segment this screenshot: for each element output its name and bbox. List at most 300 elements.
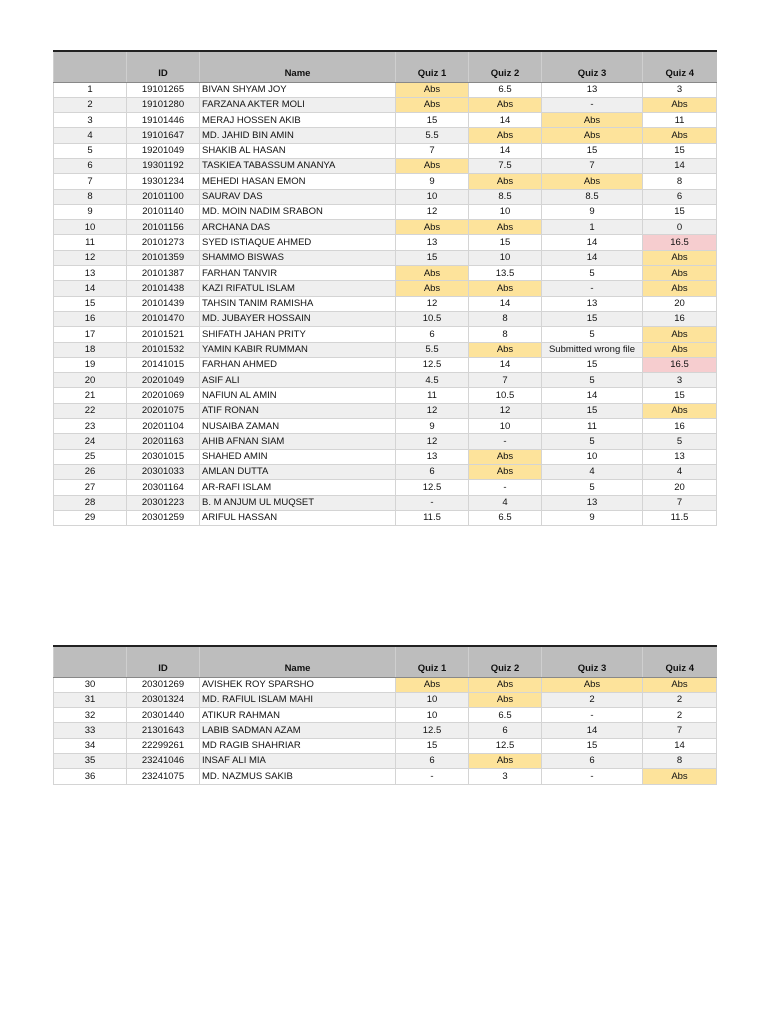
id-cell: 20141015 [127,357,200,372]
id-cell: 20101100 [127,189,200,204]
quiz1-cell: 12 [396,204,469,219]
table-row [54,204,717,219]
table-row [54,235,717,250]
quiz2-cell: - [469,480,542,495]
quiz3-cell: 5 [542,373,643,388]
quiz3-cell: Abs [542,128,643,143]
table-body [54,82,717,526]
quiz1-cell: Abs [396,220,469,235]
quiz1-cell: 10.5 [396,311,469,326]
quiz3-cell: 1 [542,220,643,235]
quiz1-cell: 10 [396,692,469,707]
quiz4-cell: Abs [643,266,717,281]
quiz1-cell: Abs [396,266,469,281]
quiz1-cell: 6 [396,464,469,479]
index-cell: 13 [54,266,127,281]
id-cell: 20101532 [127,342,200,357]
table-row [54,723,717,738]
id-cell: 19101446 [127,113,200,128]
name-cell: TASKIEA TABASSUM ANANYA [200,158,396,173]
name-cell: LABIB SADMAN AZAM [200,723,396,738]
quiz2-cell: 10 [469,419,542,434]
index-cell: 20 [54,373,127,388]
quiz3-cell: Abs [542,174,643,189]
table-row [54,753,717,768]
quiz3-cell: 14 [542,388,643,403]
table-row [54,97,717,112]
index-cell: 2 [54,97,127,112]
quiz2-cell: Abs [469,281,542,296]
quiz-table-2 [53,645,717,785]
quiz4-cell: 2 [643,692,717,707]
name-cell: MD. RAFIUL ISLAM MAHI [200,692,396,707]
index-cell: 9 [54,204,127,219]
quiz3-cell: 14 [542,235,643,250]
id-cell: 20201069 [127,388,200,403]
index-cell: 4 [54,128,127,143]
quiz2-cell: 6.5 [469,708,542,723]
table-row [54,434,717,449]
quiz1-cell: 12.5 [396,723,469,738]
index-cell: 7 [54,174,127,189]
quiz3-cell: Abs [542,677,643,692]
name-cell: MD. JUBAYER HOSSAIN [200,311,396,326]
quiz4-cell: 16 [643,311,717,326]
quiz2-cell: 3 [469,769,542,784]
quiz4-cell: Abs [643,677,717,692]
quiz1-cell: 10 [396,189,469,204]
id-cell: 19301234 [127,174,200,189]
table-row [54,357,717,372]
quiz-table-1 [53,50,717,526]
quiz3-cell: 13 [542,82,643,97]
index-cell: 16 [54,311,127,326]
quiz4-cell: 6 [643,189,717,204]
header-cell-quiz1: Quiz 1 [396,646,469,677]
header-cell-quiz3: Quiz 3 [542,51,643,82]
index-cell: 3 [54,113,127,128]
header-cell-quiz4: Quiz 4 [643,51,717,82]
index-cell: 32 [54,708,127,723]
quiz2-cell: Abs [469,677,542,692]
quiz1-cell: - [396,495,469,510]
quiz4-cell: 5 [643,434,717,449]
quiz3-cell: 5 [542,266,643,281]
name-cell: AVISHEK ROY SPARSHO [200,677,396,692]
quiz4-cell: 16.5 [643,235,717,250]
quiz2-cell: Abs [469,753,542,768]
name-cell: ARCHANA DAS [200,220,396,235]
quiz4-cell: 0 [643,220,717,235]
quiz2-cell: Abs [469,342,542,357]
name-cell: NUSAIBA ZAMAN [200,419,396,434]
quiz4-cell: 4 [643,464,717,479]
quiz1-cell: - [396,769,469,784]
table-row [54,388,717,403]
table-row [54,449,717,464]
quiz1-cell: 12 [396,296,469,311]
name-cell: MD. NAZMUS SAKIB [200,769,396,784]
name-cell: FARHAN AHMED [200,357,396,372]
name-cell: MD. MOIN NADIM SRABON [200,204,396,219]
index-cell: 26 [54,464,127,479]
quiz1-cell: 5.5 [396,128,469,143]
quiz4-cell: Abs [643,342,717,357]
quiz4-cell: 15 [643,143,717,158]
table-row [54,342,717,357]
quiz2-cell: 13.5 [469,266,542,281]
quiz3-cell: 15 [542,311,643,326]
name-cell: FARZANA AKTER MOLI [200,97,396,112]
index-cell: 19 [54,357,127,372]
quiz2-cell: 4 [469,495,542,510]
quiz4-cell: 15 [643,204,717,219]
index-cell: 15 [54,296,127,311]
quiz3-cell: 7 [542,158,643,173]
quiz1-cell: 13 [396,235,469,250]
quiz2-cell: 10 [469,250,542,265]
name-cell: SHAHED AMIN [200,449,396,464]
name-cell: MEHEDI HASAN EMON [200,174,396,189]
quiz2-cell: 14 [469,143,542,158]
name-cell: TAHSIN TANIM RAMISHA [200,296,396,311]
quiz3-cell: 13 [542,495,643,510]
quiz3-cell: Submitted wrong file [542,342,643,357]
index-cell: 10 [54,220,127,235]
quiz3-cell: - [542,708,643,723]
name-cell: NAFIUN AL AMIN [200,388,396,403]
index-cell: 14 [54,281,127,296]
quiz2-cell: 14 [469,357,542,372]
id-cell: 19301192 [127,158,200,173]
name-cell: AR-RAFI ISLAM [200,480,396,495]
id-cell: 20201049 [127,373,200,388]
id-cell: 23241046 [127,753,200,768]
id-cell: 20301259 [127,510,200,525]
table-row [54,373,717,388]
header-row [54,646,717,677]
name-cell: SYED ISTIAQUE AHMED [200,235,396,250]
name-cell: MD RAGIB SHAHRIAR [200,738,396,753]
quiz3-cell: 15 [542,357,643,372]
quiz2-cell: Abs [469,220,542,235]
index-cell: 33 [54,723,127,738]
index-cell: 5 [54,143,127,158]
quiz2-cell: 7 [469,373,542,388]
index-cell: 18 [54,342,127,357]
quiz4-cell: 14 [643,738,717,753]
index-cell: 25 [54,449,127,464]
table-row [54,158,717,173]
index-cell: 21 [54,388,127,403]
id-cell: 20101438 [127,281,200,296]
table-row [54,311,717,326]
quiz1-cell: 9 [396,419,469,434]
table-row [54,250,717,265]
index-cell: 35 [54,753,127,768]
quiz4-cell: 15 [643,388,717,403]
header-cell-index [54,646,127,677]
quiz3-cell: Abs [542,113,643,128]
quiz3-cell: 14 [542,723,643,738]
quiz1-cell: 10 [396,708,469,723]
index-cell: 27 [54,480,127,495]
table-row [54,296,717,311]
table-row [54,677,717,692]
quiz4-cell: Abs [643,97,717,112]
quiz3-cell: 14 [542,250,643,265]
name-cell: AHIB AFNAN SIAM [200,434,396,449]
id-cell: 19101265 [127,82,200,97]
quiz3-cell: - [542,281,643,296]
quiz2-cell: 6 [469,723,542,738]
header-row [54,51,717,82]
header-cell-name: Name [200,51,396,82]
name-cell: INSAF ALI MIA [200,753,396,768]
name-cell: ATIF RONAN [200,403,396,418]
quiz3-cell: 11 [542,419,643,434]
id-cell: 20301033 [127,464,200,479]
quiz3-cell: 8.5 [542,189,643,204]
index-cell: 12 [54,250,127,265]
name-cell: AMLAN DUTTA [200,464,396,479]
quiz4-cell: 11.5 [643,510,717,525]
table-row [54,189,717,204]
id-cell: 20101156 [127,220,200,235]
index-cell: 22 [54,403,127,418]
quiz1-cell: 15 [396,113,469,128]
quiz3-cell: 9 [542,510,643,525]
name-cell: SHIFATH JAHAN PRITY [200,327,396,342]
quiz1-cell: Abs [396,158,469,173]
table-row [54,113,717,128]
quiz2-cell: 14 [469,296,542,311]
id-cell: 20101439 [127,296,200,311]
quiz1-cell: 11.5 [396,510,469,525]
id-cell: 20301269 [127,677,200,692]
quiz4-cell: 3 [643,82,717,97]
id-cell: 20101140 [127,204,200,219]
quiz2-cell: 8.5 [469,189,542,204]
index-cell: 24 [54,434,127,449]
name-cell: SHAMMO BISWAS [200,250,396,265]
id-cell: 20101387 [127,266,200,281]
quiz1-cell: 9 [396,174,469,189]
header-cell-quiz2: Quiz 2 [469,646,542,677]
quiz1-cell: 6 [396,753,469,768]
quiz4-cell: 7 [643,495,717,510]
quiz3-cell: 15 [542,738,643,753]
index-cell: 17 [54,327,127,342]
table-row [54,738,717,753]
id-cell: 20201163 [127,434,200,449]
table-row [54,220,717,235]
quiz4-cell: 7 [643,723,717,738]
index-cell: 36 [54,769,127,784]
quiz2-cell: 6.5 [469,510,542,525]
quiz2-cell: 10 [469,204,542,219]
quiz1-cell: 4.5 [396,373,469,388]
table-row [54,174,717,189]
name-cell: FARHAN TANVIR [200,266,396,281]
name-cell: MD. JAHID BIN AMIN [200,128,396,143]
table-row [54,769,717,784]
quiz2-cell: 12 [469,403,542,418]
id-cell: 20201104 [127,419,200,434]
quiz3-cell: 10 [542,449,643,464]
quiz1-cell: 7 [396,143,469,158]
name-cell: YAMIN KABIR RUMMAN [200,342,396,357]
name-cell: ASIF ALI [200,373,396,388]
quiz2-cell: Abs [469,174,542,189]
index-cell: 31 [54,692,127,707]
id-cell: 21301643 [127,723,200,738]
quiz4-cell: 16 [643,419,717,434]
quiz1-cell: 5.5 [396,342,469,357]
table-row [54,82,717,97]
id-cell: 19201049 [127,143,200,158]
quiz1-cell: 6 [396,327,469,342]
header-cell-id: ID [127,646,200,677]
name-cell: SAURAV DAS [200,189,396,204]
table-body [54,677,717,784]
quiz3-cell: 13 [542,296,643,311]
quiz1-cell: 15 [396,250,469,265]
quiz1-cell: 15 [396,738,469,753]
quiz3-cell: 15 [542,403,643,418]
quiz1-cell: 11 [396,388,469,403]
quiz2-cell: 8 [469,311,542,326]
quiz3-cell: 15 [542,143,643,158]
quiz3-cell: 4 [542,464,643,479]
quiz4-cell: Abs [643,403,717,418]
quiz1-cell: Abs [396,97,469,112]
index-cell: 11 [54,235,127,250]
table-row [54,480,717,495]
quiz4-cell: 20 [643,296,717,311]
quiz2-cell: Abs [469,128,542,143]
index-cell: 23 [54,419,127,434]
id-cell: 20301015 [127,449,200,464]
header-cell-name: Name [200,646,396,677]
id-cell: 19101280 [127,97,200,112]
quiz2-cell: 12.5 [469,738,542,753]
quiz1-cell: Abs [396,281,469,296]
header-cell-quiz1: Quiz 1 [396,51,469,82]
quiz2-cell: 14 [469,113,542,128]
name-cell: SHAKIB AL HASAN [200,143,396,158]
quiz3-cell: 5 [542,327,643,342]
quiz4-cell: Abs [643,769,717,784]
quiz2-cell: Abs [469,97,542,112]
quiz2-cell: - [469,434,542,449]
quiz1-cell: Abs [396,677,469,692]
index-cell: 6 [54,158,127,173]
id-cell: 19101647 [127,128,200,143]
table-row [54,327,717,342]
table-row [54,143,717,158]
index-cell: 30 [54,677,127,692]
header-cell-quiz2: Quiz 2 [469,51,542,82]
name-cell: BIVAN SHYAM JOY [200,82,396,97]
quiz1-cell: 13 [396,449,469,464]
quiz4-cell: Abs [643,128,717,143]
quiz4-cell: 3 [643,373,717,388]
quiz2-cell: Abs [469,464,542,479]
quiz2-cell: 6.5 [469,82,542,97]
id-cell: 20101521 [127,327,200,342]
quiz3-cell: 2 [542,692,643,707]
quiz4-cell: 11 [643,113,717,128]
quiz1-cell: 12 [396,434,469,449]
id-cell: 20301440 [127,708,200,723]
header-cell-quiz3: Quiz 3 [542,646,643,677]
table-row [54,419,717,434]
quiz2-cell: 15 [469,235,542,250]
quiz3-cell: 5 [542,434,643,449]
quiz1-cell: 12.5 [396,357,469,372]
index-cell: 1 [54,82,127,97]
table-row [54,692,717,707]
name-cell: KAZI RIFATUL ISLAM [200,281,396,296]
table-row [54,495,717,510]
id-cell: 20301164 [127,480,200,495]
quiz3-cell: - [542,97,643,112]
table-row [54,510,717,525]
quiz3-cell: 6 [542,753,643,768]
header-cell-quiz4: Quiz 4 [643,646,717,677]
index-cell: 29 [54,510,127,525]
table-row [54,128,717,143]
table-row [54,281,717,296]
id-cell: 23241075 [127,769,200,784]
quiz4-cell: 2 [643,708,717,723]
index-cell: 34 [54,738,127,753]
header-cell-id: ID [127,51,200,82]
table-row [54,403,717,418]
name-cell: B. M ANJUM UL MUQSET [200,495,396,510]
quiz4-cell: 16.5 [643,357,717,372]
quiz2-cell: Abs [469,449,542,464]
quiz2-cell: 8 [469,327,542,342]
quiz4-cell: 13 [643,449,717,464]
id-cell: 20201075 [127,403,200,418]
table-row [54,464,717,479]
id-cell: 20101273 [127,235,200,250]
quiz4-cell: 8 [643,174,717,189]
name-cell: ATIKUR RAHMAN [200,708,396,723]
index-cell: 8 [54,189,127,204]
quiz3-cell: - [542,769,643,784]
quiz1-cell: Abs [396,82,469,97]
quiz2-cell: Abs [469,692,542,707]
quiz4-cell: 14 [643,158,717,173]
header-cell-index [54,51,127,82]
id-cell: 20101470 [127,311,200,326]
name-cell: ARIFUL HASSAN [200,510,396,525]
quiz4-cell: Abs [643,327,717,342]
id-cell: 20301324 [127,692,200,707]
table-row [54,708,717,723]
quiz1-cell: 12 [396,403,469,418]
id-cell: 20101359 [127,250,200,265]
quiz2-cell: 7.5 [469,158,542,173]
quiz2-cell: 10.5 [469,388,542,403]
id-cell: 22299261 [127,738,200,753]
quiz3-cell: 5 [542,480,643,495]
quiz4-cell: 20 [643,480,717,495]
id-cell: 20301223 [127,495,200,510]
